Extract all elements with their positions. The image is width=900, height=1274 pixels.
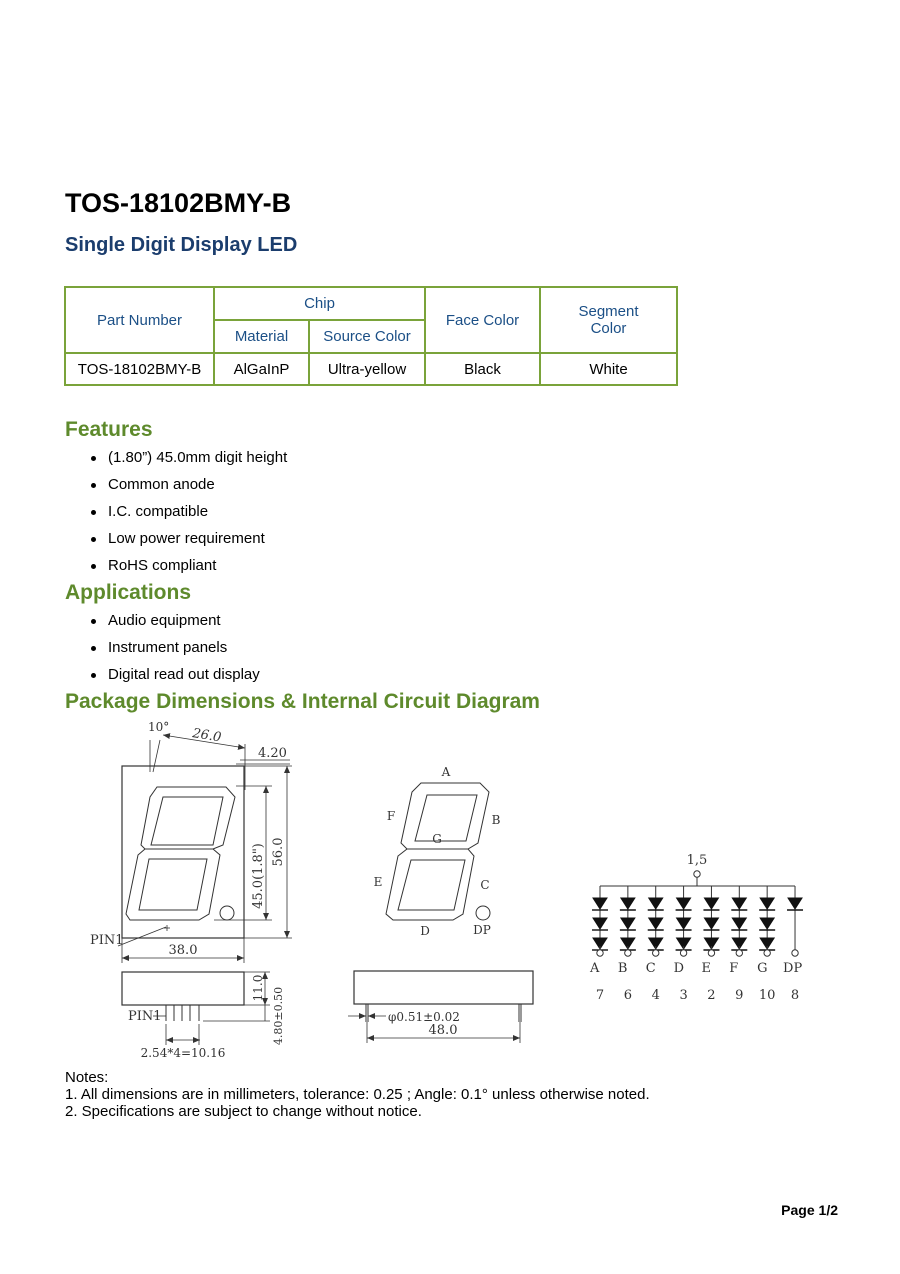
side-pin1-label: PIN1 xyxy=(128,1009,162,1024)
diode-icon xyxy=(760,898,774,909)
segment-label-b: B xyxy=(491,813,501,827)
diode-icon xyxy=(649,918,663,929)
dim-width: 38.0 xyxy=(168,943,198,958)
circuit-column xyxy=(620,886,636,956)
list-item: RoHS compliant xyxy=(88,557,287,584)
circuit-column xyxy=(676,886,692,956)
diode-icon xyxy=(593,898,607,909)
document-title: TOS-18102BMY-B xyxy=(65,188,292,218)
diode-icon xyxy=(677,898,691,909)
page-number xyxy=(781,1202,838,1218)
header-chip: Chip xyxy=(214,287,425,320)
segment-label-a: A xyxy=(441,765,451,779)
dim-height: 56.0 xyxy=(271,837,286,867)
circuit-segment-label: A xyxy=(590,961,600,976)
list-item: (1.80”) 45.0mm digit height xyxy=(88,449,287,476)
pin-terminal xyxy=(736,950,742,956)
circuit-pin-label: 4 xyxy=(651,988,660,1003)
pin-terminal xyxy=(708,950,714,956)
dim-pin-length: 4.80±0.50 xyxy=(272,986,285,1046)
cell-material: AlGaInP xyxy=(214,353,309,385)
page-number-value: 1/2 xyxy=(818,1202,838,1218)
dim-pitch: 2.54*4=10.16 xyxy=(140,1046,226,1060)
circuit-segment-label: G xyxy=(757,961,768,976)
circuit-column xyxy=(592,886,608,956)
dim-angle: 10° xyxy=(148,720,170,734)
page-number-prefix: Page xyxy=(781,1202,819,1218)
cell-part-number: TOS-18102BMY-B xyxy=(65,353,214,385)
segment-label-c: C xyxy=(480,878,490,892)
circuit-pin-label: 7 xyxy=(595,988,605,1003)
segment-label-e: E xyxy=(373,875,383,889)
list-item: Instrument panels xyxy=(88,639,260,666)
cell-face-color: Black xyxy=(425,353,540,385)
list-item: Audio equipment xyxy=(88,612,260,639)
circuit-segment-label: E xyxy=(701,961,711,976)
circuit-segment-label: F xyxy=(729,961,739,976)
circuit-diagram xyxy=(592,871,803,956)
diode-icon xyxy=(788,898,802,909)
dim-length: 48.0 xyxy=(428,1023,458,1038)
header-material: Material xyxy=(214,320,309,353)
pin-terminal xyxy=(792,950,798,956)
circuit-segment-label: C xyxy=(645,961,656,976)
segment-label-f: F xyxy=(386,809,396,823)
pin-terminal xyxy=(764,950,770,956)
circuit-pin-label: 2 xyxy=(707,988,716,1003)
diode-icon xyxy=(621,918,635,929)
note-line: 2. Specifications are subject to change without notice. xyxy=(65,1103,422,1120)
diode-icon xyxy=(760,918,774,929)
circuit-pin-label: 3 xyxy=(679,988,688,1003)
circuit-pin-label: 6 xyxy=(623,988,633,1003)
circuit-pin-label: 9 xyxy=(735,988,744,1003)
circuit-column xyxy=(759,886,775,956)
cell-segment-color: White xyxy=(540,353,677,385)
pin-terminal xyxy=(597,950,603,956)
diode-icon xyxy=(677,918,691,929)
list-item: I.C. compatible xyxy=(88,503,287,530)
applications-heading: Applications xyxy=(65,581,192,604)
diode-icon xyxy=(649,898,663,909)
segment-label-g: G xyxy=(432,832,442,846)
header-face-color: Face Color xyxy=(425,287,540,353)
package-heading: Package Dimensions & Internal Circuit Diagram xyxy=(65,690,540,713)
notes-heading: Notes: xyxy=(65,1069,109,1086)
dim-offset: 4.20 xyxy=(258,746,287,761)
note-line: 1. All dimensions are in millimeters, tolerance: 0.25 ; Angle: 0.1° unless otherwise noted. xyxy=(65,1086,650,1103)
dim-width-top: 26.0 xyxy=(191,726,223,746)
diode-icon xyxy=(593,918,607,929)
circuit-segment-label: D xyxy=(673,961,685,976)
circuit-column xyxy=(703,886,719,956)
notes xyxy=(65,1069,650,1120)
diode-icon xyxy=(732,918,746,929)
list-item: Low power requirement xyxy=(88,530,287,557)
common-pins-label: 1,5 xyxy=(686,853,708,868)
circuit-column xyxy=(648,886,664,956)
segment-label-d: D xyxy=(420,924,430,938)
segment-diagram xyxy=(386,783,490,920)
circuit-segment-label: B xyxy=(617,961,628,976)
pin-terminal xyxy=(625,950,631,956)
pin-terminal xyxy=(653,950,659,956)
diode-icon xyxy=(704,918,718,929)
list-item: Common anode xyxy=(88,476,287,503)
diode-icon xyxy=(621,898,635,909)
circuit-column xyxy=(731,886,747,956)
list-item: Digital read out display xyxy=(88,666,260,693)
header-part-number: Part Number xyxy=(65,287,214,353)
circuit-column xyxy=(787,886,803,956)
header-source-color: Source Color xyxy=(309,320,425,353)
segment-label-dp: DP xyxy=(473,923,491,937)
dim-digit-height: 45.0(1.8") xyxy=(251,843,266,909)
features-heading: Features xyxy=(65,418,153,441)
circuit-pin-label: 8 xyxy=(790,988,800,1003)
diode-icon xyxy=(704,898,718,909)
dim-pin-diameter: φ0.51±0.02 xyxy=(388,1010,460,1024)
document-subtitle: Single Digit Display LED xyxy=(65,234,298,256)
cell-source-color: Ultra-yellow xyxy=(309,353,425,385)
circuit-segment-label: DP xyxy=(783,961,803,976)
diode-icon xyxy=(732,898,746,909)
pin1-label: PIN1 xyxy=(90,933,124,948)
circuit-pin-label: 10 xyxy=(758,988,776,1003)
pin-terminal xyxy=(680,950,686,956)
dim-side-height: 11.0 xyxy=(251,974,265,1002)
header-segment-color: Segment Color xyxy=(540,287,677,353)
